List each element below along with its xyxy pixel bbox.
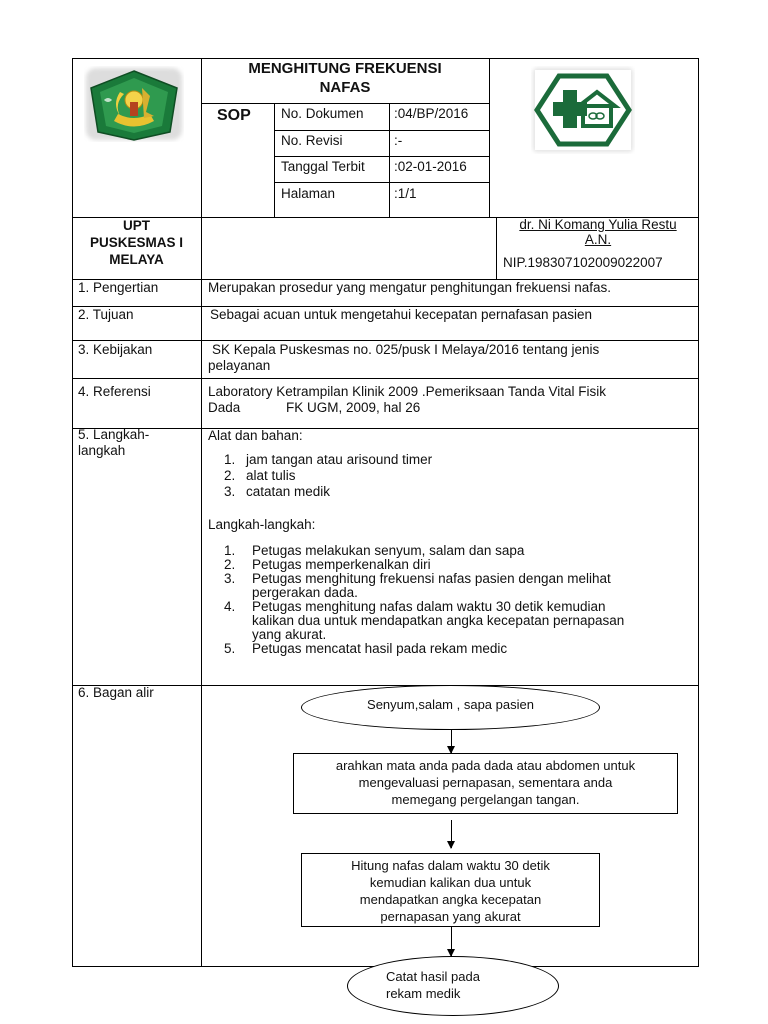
- list-item: [224, 453, 684, 469]
- list-text: Petugas mencatat hasil pada rekam medic: [252, 641, 508, 656]
- meta-value-revisi: :-: [394, 133, 403, 148]
- flow-box-1-line-1: arahkan mata anda pada dada atau abdomen untuk: [335, 758, 636, 773]
- flow-box-1-line-2: mengevaluasi pernapasan, sementara anda: [358, 775, 613, 790]
- list-number: 3.: [224, 484, 236, 499]
- langkah-heading: Langkah-langkah:: [208, 517, 316, 532]
- meta-label-dokumen: No. Dokumen: [281, 106, 364, 121]
- title-bottom-line: [201, 103, 490, 104]
- list-item: [224, 600, 694, 642]
- meta-divider-2: [389, 103, 390, 218]
- text-kebijakan-2: pelayanan: [208, 358, 271, 373]
- flow-box-2-line-2: kemudian kalikan dua untuk: [369, 875, 532, 890]
- organization-name: [72, 217, 201, 268]
- column-divider: [201, 58, 202, 967]
- org-line-3: MELAYA: [109, 252, 164, 267]
- row-line-5: [72, 428, 699, 429]
- list-text: Petugas memperkenalkan diri: [252, 557, 431, 572]
- label-langkah: [78, 427, 149, 459]
- alat-heading: Alat dan bahan:: [208, 428, 303, 443]
- org-line-2: PUSKESMAS I: [89, 235, 184, 250]
- text-tujuan: Sebagai acuan untuk mengetahui kecepatan pernafasan pasien: [210, 307, 593, 322]
- list-number: 2.: [224, 468, 236, 483]
- list-text: Petugas menghitung nafas dalam waktu 30 detik kemudian: [252, 599, 606, 614]
- meta-label-tanggal: Tanggal Terbit: [281, 159, 365, 174]
- list-text: Petugas menghitung frekuensi nafas pasien dengan melihat: [252, 571, 611, 586]
- flow-oval-end-line-1: Catat hasil pada: [386, 969, 480, 984]
- list-number: 5.: [224, 641, 236, 656]
- flow-box-2-line-1: Hitung nafas dalam waktu 30 detik: [351, 858, 550, 873]
- label-pengertian: 1. Pengertian: [78, 280, 159, 295]
- label-langkah-1: 5. Langkah-: [78, 427, 150, 442]
- label-referensi: 4. Referensi: [78, 384, 151, 399]
- meta-line-2: [274, 156, 490, 157]
- flow-oval-end-line-2: rekam medik: [386, 986, 461, 1001]
- signer-line-1: dr. Ni Komang Yulia Restu: [519, 217, 677, 232]
- list-text-2: pergerakan dada.: [252, 585, 358, 600]
- list-number: 1.: [224, 452, 236, 467]
- title-line-2: NAFAS: [319, 79, 371, 96]
- list-item: [224, 485, 684, 501]
- list-item: [224, 572, 694, 600]
- list-number: 1.: [224, 543, 236, 558]
- signer-name: [498, 217, 698, 247]
- flow-arrow-1: [451, 729, 452, 753]
- flow-oval-start-text: Senyum,salam , sapa pasien: [367, 697, 534, 712]
- list-item: [224, 642, 694, 656]
- meta-line-1: [274, 130, 490, 131]
- meta-line-3: [274, 182, 490, 183]
- text-kebijakan-1: SK Kepala Puskesmas no. 025/pusk I Melaya/2016 tentang jenis: [212, 342, 600, 357]
- row-line-3: [72, 340, 699, 341]
- meta-value-halaman: :1/1: [394, 186, 417, 201]
- header-divider-right: [489, 58, 490, 218]
- label-kebijakan: 3. Kebijakan: [78, 342, 153, 357]
- meta-value-dokumen: :04/BP/2016: [394, 106, 469, 121]
- text-referensi-1: Laboratory Ketrampilan Klinik 2009 .Pemeriksaan Tanda Vital Fisik: [208, 384, 606, 399]
- list-number: 2.: [224, 557, 236, 572]
- list-item: [224, 558, 694, 572]
- signer-nip: NIP.198307102009022007: [503, 255, 663, 270]
- alat-list: [224, 453, 684, 501]
- meta-divider-1: [274, 103, 275, 218]
- list-number: 3.: [224, 571, 236, 586]
- title-line-1: MENGHITUNG FREKUENSI: [248, 60, 442, 77]
- signer-line-2: A.N.: [584, 232, 612, 247]
- list-text: jam tangan atau arisound timer: [246, 452, 433, 467]
- list-text-3: yang akurat.: [252, 627, 327, 642]
- meta-label-revisi: No. Revisi: [281, 133, 343, 148]
- flow-arrow-3: [451, 927, 452, 956]
- meta-label-halaman: Halaman: [281, 186, 336, 201]
- label-langkah-2: langkah: [78, 443, 126, 458]
- text-referensi-2a: Dada: [208, 400, 241, 415]
- list-text-2: kalikan dua untuk mendapatkan angka kecepatan pernapasan: [252, 613, 625, 628]
- label-bagan: 6. Bagan alir: [78, 685, 154, 700]
- row-line-4: [72, 378, 699, 379]
- flow-box-1: [293, 753, 678, 814]
- flow-arrow-2: [451, 820, 452, 848]
- flow-oval-end: [347, 956, 559, 1016]
- list-item: [224, 469, 684, 485]
- list-text: catatan medik: [246, 484, 331, 499]
- meta-value-tanggal: :02-01-2016: [394, 159, 467, 174]
- signer-divider: [496, 217, 497, 279]
- org-line-1: UPT: [123, 218, 150, 233]
- document-title: [201, 58, 489, 97]
- flow-box-2: [301, 853, 600, 927]
- row-line-6: [72, 685, 699, 686]
- steps-list: [224, 544, 694, 656]
- flow-box-2-line-3: mendapatkan angka kecepatan: [359, 892, 542, 907]
- flow-oval-start: [301, 685, 600, 730]
- regency-logo: [84, 66, 184, 142]
- text-referensi-2b: FK UGM, 2009, hal 26: [286, 400, 421, 415]
- list-item: [224, 544, 694, 558]
- text-pengertian: Merupakan prosedur yang mengatur penghitungan frekuensi nafas.: [208, 280, 612, 295]
- table-border-left: [72, 58, 73, 967]
- list-text: alat tulis: [246, 468, 296, 483]
- list-text: Petugas melakukan senyum, salam dan sapa: [252, 543, 525, 558]
- sop-label: SOP: [217, 107, 251, 124]
- health-cross-logo: [531, 66, 635, 154]
- table-border-right: [698, 58, 699, 967]
- flow-box-2-line-4: pernapasan yang akurat: [380, 909, 521, 924]
- label-tujuan: 2. Tujuan: [78, 307, 134, 322]
- list-number: 4.: [224, 599, 236, 614]
- flow-box-1-line-3: memegang pergelangan tangan.: [391, 792, 580, 807]
